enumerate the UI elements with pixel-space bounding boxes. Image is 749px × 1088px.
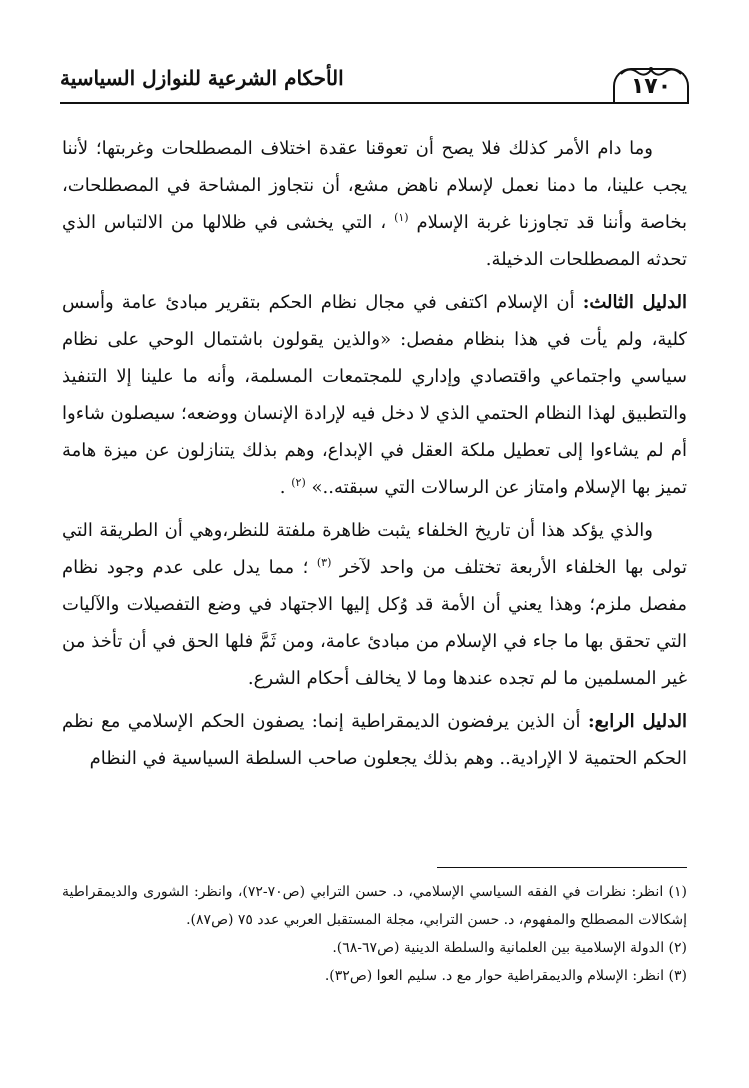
main-text [62,130,687,783]
footnote-3: (٣) انظر: الإسلام والديمقراطية حوار مع د. سليم العوا (ص٣٢). [324,968,687,984]
paragraph-3-text: والذي يؤكد هذا أن تاريخ الخلفاء يثبت ظاهرة ملفتة للنظر،وهي أن الطريقة التي تولى بها الخلفاء الأربعة تختلف من واحد لآخر [62,520,687,578]
evidence-3-label: الدليل الثالث: [582,292,688,313]
paragraph-2-end: . [279,477,286,498]
header-rule [60,102,689,104]
page-number [613,68,689,104]
footnote-ref-2: (٢) [291,476,306,489]
footnote-ref-3: (٣) [316,556,332,569]
footnote-ref-1: (١) [394,211,409,224]
footnotes [62,878,687,990]
paragraph-2-text: أن الإسلام اكتفى في مجال نظام الحكم بتقرير مبادئ عامة وأسس كلية، ولم يأت في هذا بنظام مفصل: «والذين يقولون باشتمال الوحي على نظام سياسي واجتماعي واقتصادي وإداري للمجتمعات المسلمة، وأنه ما علينا إلا التنفيذ والتطبيق لهذا النظام الحتمي الذي لا دخل فيه لإرادة الإنسان ووضعه؛ سيصلون شاءوا أم لم يشاءوا إلى تعطيل ملكة العقل في الإبداع، وهم بذلك يتنازلون عن ميزة هامة تميز بها الإسلام وامتاز عن الرسالات التي سبقته..» [62,292,687,498]
footnote-1: (١) انظر: نظرات في الفقه السياسي الإسلامي، د. حسن الترابي (ص٧٠-٧٢)، وانظر: الشورى والديمقراطية إشكالات المصطلح والمفهوم، د. حسن الترابي، مجلة المستقبل العربي عدد ٧٥ (ص٨٧). [62,884,687,928]
page-number-text: ١٧٠ [630,74,672,99]
paragraph-3 [62,512,687,697]
page-header [60,58,689,110]
paragraph-1-end: ، التي يخشى في ظلالها من الالتباس الذي تحدثه المصطلحات الدخيلة. [62,212,687,270]
paragraph-1 [62,130,687,278]
paragraph-4 [62,703,687,777]
ornament-icon [619,64,683,78]
evidence-4-label: الدليل الرابع: [587,711,687,732]
running-title: الأحكام الشرعية للنوازل السياسية [60,66,344,90]
footnote-2: (٢) الدولة الإسلامية بين العلمانية والسلطة الدينية (ص٦٧-٦٨). [332,940,687,956]
paragraph-3-end: ؛ مما يدل على عدم وجود نظام مفصل ملزم؛ وهذا يعني أن الأمة قد وُكل إليها الاجتهاد في وضع التفصيلات والآليات التي تحقق بها ما جاء في الإسلام من مبادئ عامة، ومن ثَمَّ فلها الحق في أن تأخذ من غير المسلمين ما لم تجده عندها وما لا يخالف أحكام الشرع. [62,557,687,689]
paragraph-4-text: أن الذين يرفضون الديمقراطية إنما: يصفون الحكم الإسلامي مع نظم الحكم الحتمية لا الإرادية.. وهم بذلك يجعلون صاحب السلطة السياسية في النظام [62,711,687,769]
paragraph-2 [62,284,687,506]
footnote-separator [437,867,687,868]
paragraph-1-text: وما دام الأمر كذلك فلا يصح أن تعوقنا عقدة اختلاف المصطلحات وغربتها؛ لأننا يجب علينا، ما دمنا نعمل لإسلام ناهض مشع، أن نتجاوز المشاحة في المصطلحات، بخاصة وأننا قد تجاوزنا غربة الإسلام [62,138,688,233]
